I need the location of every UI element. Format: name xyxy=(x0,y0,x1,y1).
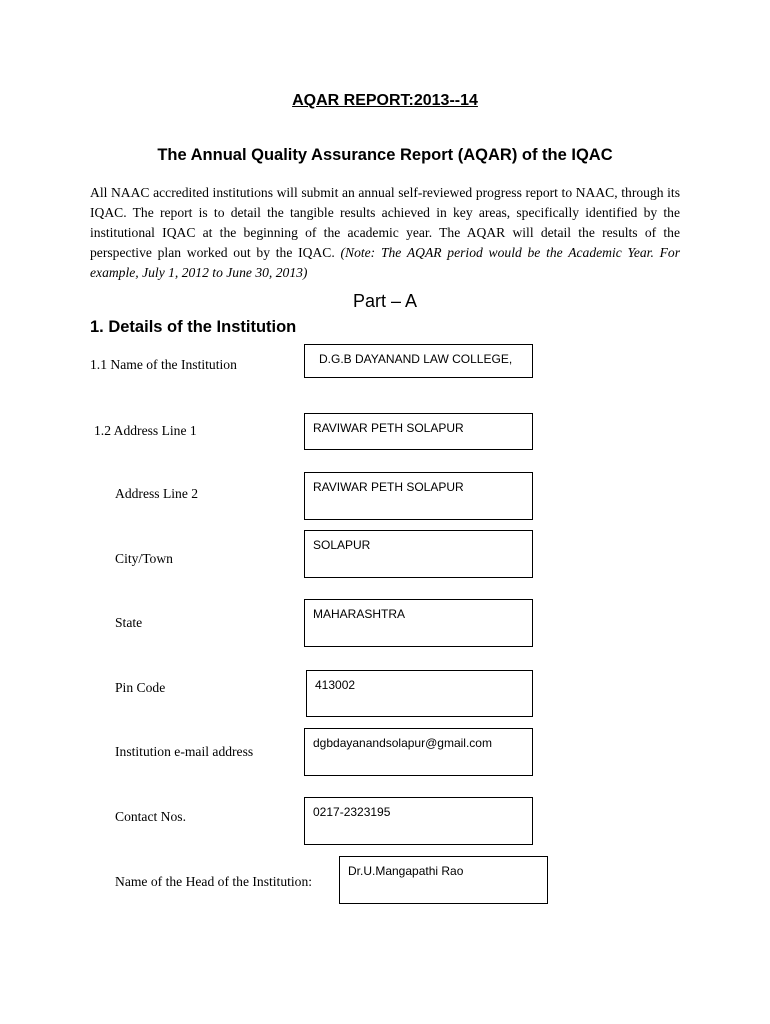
pin-label: Pin Code xyxy=(115,680,166,695)
city-field[interactable]: SOLAPUR xyxy=(304,530,533,578)
part-heading: Part – A xyxy=(352,291,418,311)
name-label: 1.1 Name of the Institution xyxy=(90,357,237,372)
address2-field[interactable]: RAVIWAR PETH SOLAPUR xyxy=(304,472,533,520)
contact-field[interactable]: 0217-2323195 xyxy=(304,797,533,845)
address2-label: Address Line 2 xyxy=(115,486,199,501)
city-label: City/Town xyxy=(115,551,173,566)
email-field[interactable]: dgbdayanandsolapur@gmail.com xyxy=(304,728,533,776)
intro-text: All NAAC accredited institutions will submit an annual self-reviewed progress report to NAAC, through its IQAC. The report is to detail the tangible results achieved in key areas, specifically identified by the institutional IQAC at the beginning of the academic year. The AQAR will detail the results of the perspective plan worked out by the IQAC. xyxy=(90,185,680,260)
state-field[interactable]: MAHARASHTRA xyxy=(304,599,533,647)
email-label: Institution e-mail address xyxy=(115,744,254,759)
name-field[interactable]: D.G.B DAYANAND LAW COLLEGE, xyxy=(304,344,533,378)
pin-field[interactable]: 413002 xyxy=(306,670,533,717)
report-title: AQAR REPORT:2013--14 xyxy=(292,92,478,109)
address1-label: 1.2 Address Line 1 xyxy=(94,423,197,438)
state-label: State xyxy=(115,615,143,630)
section-heading: 1. Details of the Institution xyxy=(90,318,297,336)
intro-paragraph xyxy=(90,183,680,283)
address1-field[interactable]: RAVIWAR PETH SOLAPUR xyxy=(304,413,533,450)
intro-note: (Note: The AQAR period would be the Academic Year. For example, July 1, 2012 to June 30, 2013) xyxy=(90,245,680,280)
head-field[interactable]: Dr.U.Mangapathi Rao xyxy=(339,856,548,904)
contact-label: Contact Nos. xyxy=(115,809,186,824)
head-label: Name of the Head of the Institution: xyxy=(115,874,313,889)
report-subtitle: The Annual Quality Assurance Report (AQAR) of the IQAC xyxy=(157,146,613,164)
